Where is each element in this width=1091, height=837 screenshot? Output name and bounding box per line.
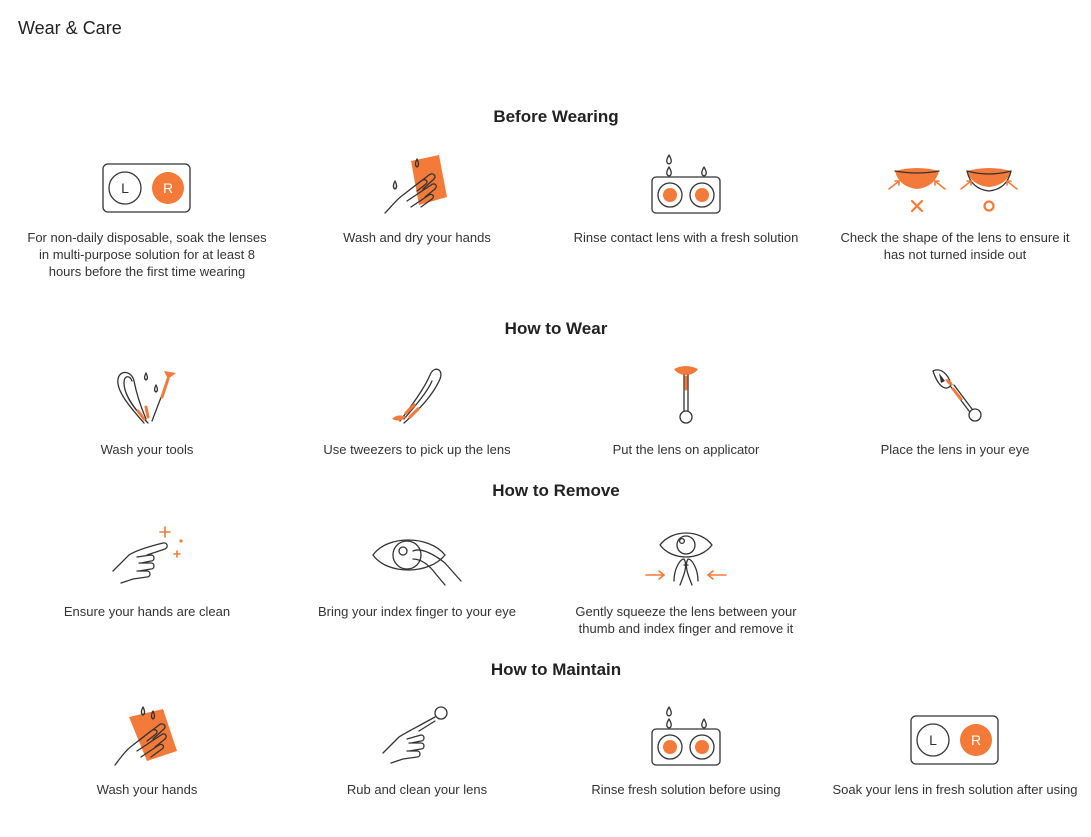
step-label: Rinse fresh solution before using	[591, 782, 781, 797]
step-label: Wash your hands	[96, 782, 198, 797]
section-title-how-to-maintain: How to Maintain	[490, 660, 622, 679]
step-applicator	[557, 357, 815, 458]
step-rinse-solution	[557, 697, 815, 798]
clean-hands-sparkle-icon	[18, 519, 276, 589]
wash-dry-hands-icon	[288, 145, 546, 215]
wash-tools-icon	[18, 357, 276, 427]
step-label: For non-daily disposable, soak the lenses in multi-purpose solution for at least 8 hours before the first time wearing	[27, 230, 267, 279]
step-label: Soak your lens in fresh solution after using	[832, 782, 1078, 797]
step-soak-lenses	[18, 145, 276, 280]
step-rub-clean	[288, 697, 546, 798]
step-label: Gently squeeze the lens between your thumb and index finger and remove it	[575, 604, 797, 636]
step-label: Wash your tools	[100, 442, 194, 457]
step-finger-to-eye	[288, 519, 546, 620]
rinse-lens-case-icon	[557, 145, 815, 215]
step-label: Put the lens on applicator	[612, 442, 760, 457]
lens-case-lr-icon	[18, 145, 276, 215]
step-soak-lens	[826, 697, 1084, 798]
step-label: Use tweezers to pick up the lens	[323, 442, 511, 457]
step-label: Check the shape of the lens to ensure it has not turned inside out	[840, 230, 1070, 262]
step-label: Place the lens in your eye	[880, 442, 1030, 457]
step-wash-dry-hands	[288, 145, 546, 246]
tweezers-pick-lens-icon	[288, 357, 546, 427]
section-title-how-to-remove: How to Remove	[492, 481, 620, 500]
case-left-letter: L	[929, 732, 937, 748]
wash-hands-icon	[18, 697, 276, 767]
step-rinse-lens	[557, 145, 815, 246]
step-tweezers	[288, 357, 546, 458]
step-check-shape	[826, 145, 1084, 263]
case-left-letter: L	[121, 180, 129, 196]
rinse-solution-icon	[557, 697, 815, 767]
step-clean-hands	[18, 519, 276, 620]
applicator-icon	[557, 357, 815, 427]
page-title: Wear & Care	[18, 18, 122, 38]
step-label: Wash and dry your hands	[343, 230, 491, 245]
step-label: Ensure your hands are clean	[63, 604, 231, 619]
step-label: Bring your index finger to your eye	[318, 604, 516, 619]
step-place-lens	[826, 357, 1084, 458]
lens-shape-check-icon	[826, 145, 1084, 215]
soak-lens-case-icon	[826, 697, 1084, 767]
step-wash-hands	[18, 697, 276, 798]
case-right-letter: R	[970, 732, 982, 748]
step-label: Rinse contact lens with a fresh solution	[573, 230, 799, 245]
case-right-letter: R	[162, 180, 174, 196]
rub-clean-lens-icon	[288, 697, 546, 767]
place-lens-eye-icon	[826, 357, 1084, 427]
section-title-how-to-wear: How to Wear	[504, 319, 608, 338]
step-squeeze-lens	[557, 519, 815, 637]
step-label: Rub and clean your lens	[346, 782, 488, 797]
step-wash-tools	[18, 357, 276, 458]
section-title-before-wearing: Before Wearing	[493, 107, 619, 126]
finger-to-eye-icon	[288, 519, 546, 589]
squeeze-lens-icon	[557, 519, 815, 589]
